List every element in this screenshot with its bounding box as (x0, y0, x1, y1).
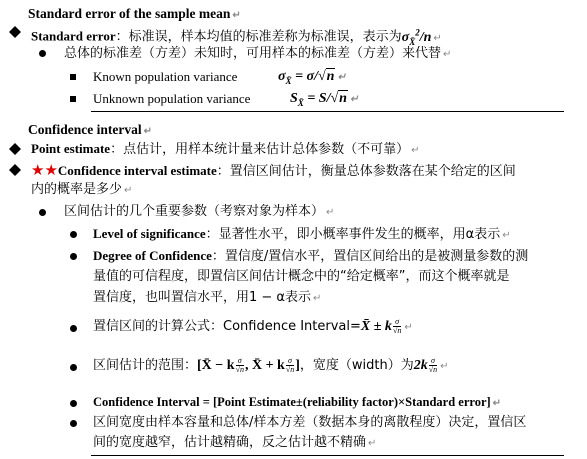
dot-bullet-icon (70, 364, 77, 371)
confidence-degree-line-1: Degree of Confidence：置信度/置信水平，置信区间给出的是被测量参数的测 (93, 248, 529, 264)
ci-estimate-line-1: ★★Confidence interval estimate：置信区间估计，衡量总体参数落在某个给定的区间 (31, 161, 516, 179)
width-determinant-line-2: 间的宽度越窄，估计越精确，反之估计越不精确 ↵ (93, 435, 377, 450)
point-estimate-line: Point estimate：点估计，用样本统计量来估计总体参数（不可靠） ↵ (31, 141, 420, 157)
diamond-bullet-icon (9, 143, 21, 155)
divider (91, 455, 564, 456)
ci-range-line: 区间估计的范围：[X̄ − k $\frac{\sigma}{√n}$ , X̄ + k $\frac{\sigma}{√n}$ ]，宽度（width）为2k $\frac{\sigma}{√n}$ ↵ (93, 356, 449, 374)
divider (91, 111, 564, 112)
standard-error-line: Standard error：标准误，样本均值的标准差称为标准误，表示为$\sigma_{X̄}^2/n$ ↵ (31, 27, 442, 47)
params-line: 区间估计的几个重要参数（考察对象为样本） ↵ (64, 204, 335, 219)
square-bullet-icon (70, 96, 76, 102)
diamond-bullet-icon (9, 164, 21, 176)
diamond-bullet-icon (9, 26, 21, 38)
confidence-degree-line-3: 置信度，也叫置信水平，用1 − α表示 ↵ (93, 290, 322, 305)
dot-bullet-icon (70, 325, 77, 332)
significance-line: Level of significance：显著性水平，即小概率事件发生的概率，用α表示 ↵ (93, 226, 511, 242)
dot-bullet-icon (70, 400, 77, 407)
sample-substitute-line: 总体的标准差（方差）未知时，可用样本的标准差（方差）来代替 ↵ (64, 46, 452, 61)
width-determinant-line-1: 区间宽度由样本容量和总体/样本方差（数据本身的离散程度）决定，置信区 (93, 415, 527, 430)
square-bullet-icon (70, 74, 76, 80)
confidence-degree-line-2: 量值的可信程度，即置信区间估计概念中的“给定概率”，而这个概率就是 (93, 269, 510, 284)
section-heading-confidence-interval: Confidence interval ↵ (28, 122, 153, 137)
ci-estimate-line-2: 内的概率是多少 ↵ (31, 182, 133, 197)
unknown-variance-formula: $S_{X̄} = S/√n$ ↵ (290, 91, 359, 108)
dot-bullet-icon (70, 420, 77, 427)
ci-formula-line: 置信区间的计算公式：Confidence Interval=X̄ ± k $\frac{\sigma}{√n}$ ↵ (93, 317, 413, 335)
known-variance-formula: $\sigma_{X̄} = \sigma/√n$ ↵ (278, 69, 346, 86)
ci-general-formula-line: Confidence Interval = [Point Estimate±(reliability factor)×Standard error] ↵ (93, 395, 502, 409)
dot-bullet-icon (39, 209, 46, 216)
dot-bullet-icon (39, 50, 46, 57)
dot-bullet-icon (70, 231, 77, 238)
unknown-variance-line: Unknown population variance (93, 91, 251, 106)
dot-bullet-icon (70, 253, 77, 260)
star-icon: ★★ (31, 161, 58, 179)
section-heading-standard-error: Standard error of the sample mean ↵ (28, 6, 241, 21)
known-variance-line: Known population variance (93, 69, 238, 84)
